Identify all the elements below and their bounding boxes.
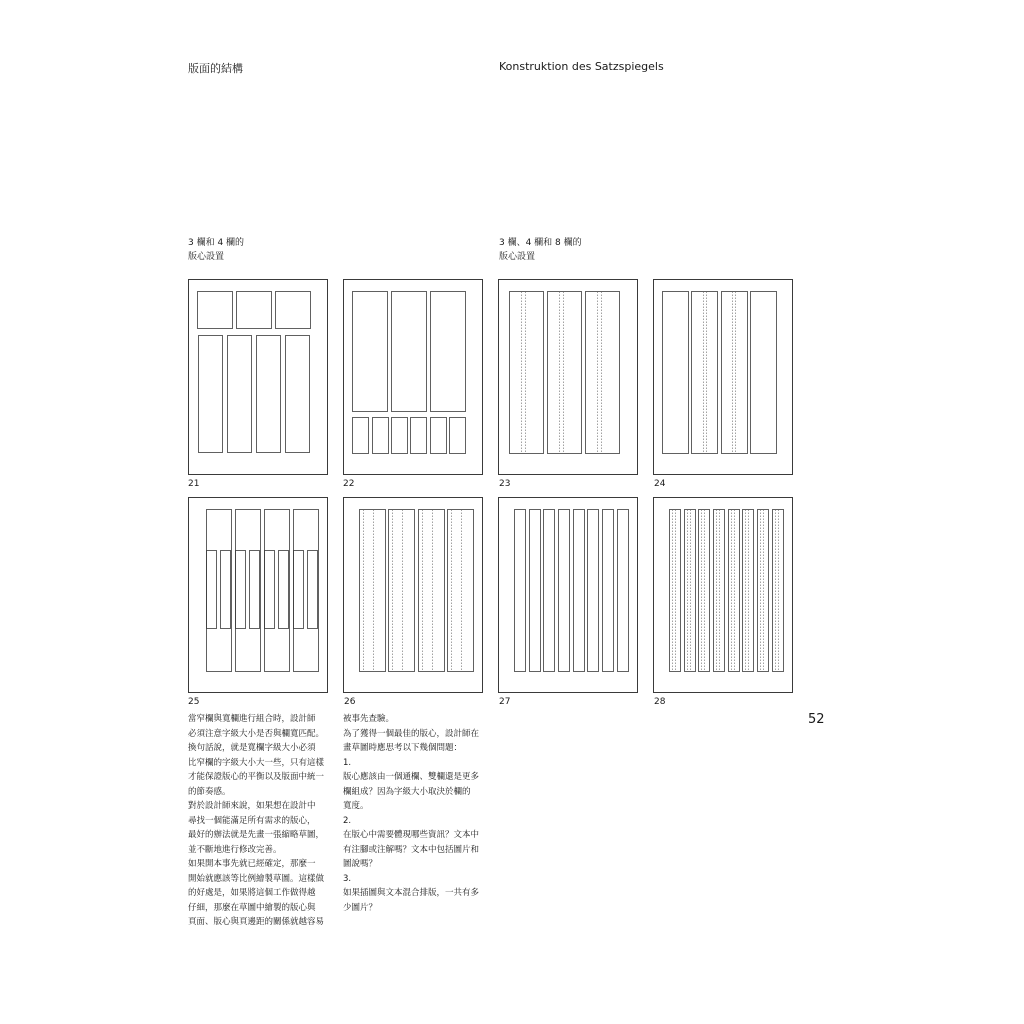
- body-line: 頁面、版心與頁邊距的關係就越容易: [188, 917, 325, 927]
- body-line: 2.: [343, 815, 352, 826]
- body-line: 的節奏感。: [188, 786, 231, 797]
- figure-27-grid-diagram: [498, 497, 638, 693]
- body-line: 並不斷地進行修改完善。: [188, 844, 282, 855]
- figure-22-grid-diagram: [343, 279, 483, 475]
- figure-number-27: 27: [499, 697, 511, 707]
- body-line: 必須注意字級大小是否與欄寬匹配。: [188, 728, 325, 739]
- caption-right: [499, 236, 582, 264]
- body-line: 少圖片？: [343, 902, 378, 913]
- body-line: 為了獲得一個最佳的版心，設計師在: [343, 728, 480, 739]
- body-text-column-2: [343, 712, 503, 915]
- running-head-right: Konstruktion des Satzspiegels: [499, 60, 664, 73]
- figure-number-22: 22: [343, 479, 355, 489]
- figure-number-24: 24: [654, 479, 666, 489]
- body-line: 最好的辦法就是先畫一張縮略草圖，: [188, 830, 325, 840]
- body-line: 開始就應該等比例繪製草圖。這樣做: [188, 873, 325, 884]
- body-line: 1.: [343, 757, 352, 768]
- running-head-left: 版面的結構: [188, 62, 243, 75]
- figure-number-23: 23: [499, 479, 511, 489]
- figure-number-28: 28: [654, 697, 666, 707]
- body-line: 在版心中需要體現哪些資訊？文本中: [343, 830, 480, 840]
- body-line: 仔細，那麼在草圖中繪製的版心與: [188, 902, 316, 913]
- body-line: 換句話說，就是寬欄字級大小必須: [188, 743, 316, 753]
- body-line: 的好處是，如果將這個工作做得越: [188, 888, 316, 898]
- figure-number-25: 25: [188, 697, 200, 707]
- figure-number-21: 21: [188, 479, 200, 489]
- body-line: 才能保證版心的平衡以及版面中統一: [188, 772, 325, 782]
- body-line: 對於設計師來說，如果想在設計中: [188, 801, 316, 811]
- body-line: 當窄欄與寬欄進行組合時，設計師: [188, 714, 316, 724]
- body-line: 圖說嗎？: [343, 859, 378, 869]
- body-line: 被事先查驗。: [343, 714, 395, 724]
- figure-21-grid-diagram: [188, 279, 328, 475]
- caption-right-line-1: 3 欄、4 欄和 8 欄的: [499, 238, 582, 248]
- figure-24-grid-diagram: [653, 279, 793, 475]
- body-line: 寬度。: [343, 801, 369, 811]
- body-line: 比窄欄的字級大小大一些，只有這樣: [188, 757, 325, 768]
- body-line: 畫草圖時應思考以下幾個問題：: [343, 743, 463, 753]
- caption-left: [188, 236, 244, 264]
- caption-left-line-1: 3 欄和 4 欄的: [188, 238, 245, 248]
- figure-23-grid-diagram: [498, 279, 638, 475]
- body-line: 尋找一個能滿足所有需求的版心，: [188, 815, 316, 826]
- body-line: 欄組成？因為字級大小取決於欄的: [343, 786, 471, 797]
- figure-26-grid-diagram: [343, 497, 483, 693]
- figure-28-grid-diagram: [653, 497, 793, 693]
- body-line: 版心應該由一個通欄、雙欄還是更多: [343, 772, 480, 782]
- figure-25-grid-diagram: [188, 497, 328, 693]
- caption-left-line-2: 版心設置: [188, 252, 225, 262]
- body-text-column-1: [188, 712, 348, 930]
- page-number: 52: [808, 712, 825, 727]
- body-line: 3.: [343, 873, 352, 884]
- figure-number-26: 26: [344, 697, 356, 707]
- body-line: 如果開本事先就已經確定，那麼一: [188, 859, 316, 869]
- body-line: 有注腳或注解嗎？文本中包括圖片和: [343, 844, 480, 855]
- body-line: 如果插圖與文本混合排版，一共有多: [343, 888, 480, 898]
- caption-right-line-2: 版心設置: [499, 252, 536, 262]
